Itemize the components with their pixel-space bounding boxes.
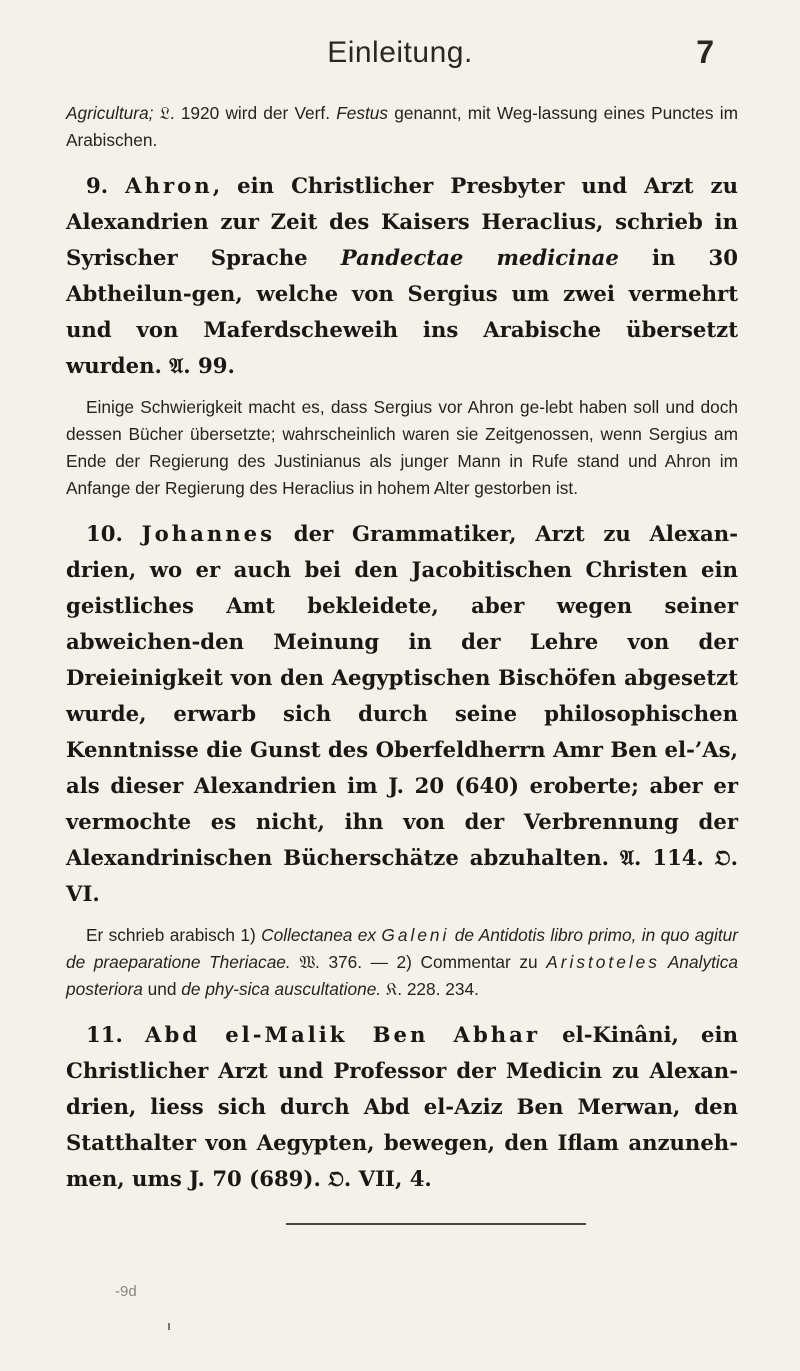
work-title: de phy-sica auscultatione.	[181, 979, 382, 999]
work-title: de Antidotis libro primo, in quo agitur de praeparatione Theriacae.	[66, 925, 739, 972]
entry-9	[66, 168, 738, 384]
entry-number: 9.	[86, 173, 109, 198]
entry-text: der Grammatiker, Arzt zu Alexan-drien, wo er auch bei den Jacobitischen Christen ein geistliches Amt bekleidete, aber wegen seiner abweichen-den Meinung in der Lehre von der Dreieinigkeit von den Aegyptischen Bischöfen abgesetzt wurde, erwarb sich durch seine philosophischen Kenntnisse die Gunst des Oberfeldherrn Amr Ben el-’As, als dieser Alexandrien im J. 20 (640) eroberte; aber er vermochte es nicht, ihn von der Verbrennung der Alexandrinischen Bücherschätze abzuhalten. 𝔄. 114. 𝔒. VI.	[66, 521, 738, 906]
note-10	[66, 922, 738, 1003]
entry-text: el-Kinâni, ein Christlicher Arzt und Professor der Medicin zu Alexan-drien, liess sich durch Abd el-Aziz Ben Merwan, den Statthalter von Aegypten, bewegen, den Iflam anzuneh-men, ums J. 70 (689). 𝔒. VII, 4.	[66, 1022, 738, 1191]
entry-name: Ahron	[125, 173, 213, 198]
page-number: 7	[696, 34, 714, 70]
entry-11	[66, 1017, 738, 1197]
continued-note	[66, 100, 738, 154]
author-name: Aristoteles	[546, 952, 660, 972]
entry-text: in 30 Abtheilun-gen, welche von Sergius um zwei vermehrt und von Maferdscheweih ins Arabische übersetzt wurden. 𝔄. 99.	[66, 245, 738, 378]
ink-speck	[168, 1323, 170, 1330]
note-text: genannt, mit Weg-lassung eines Punctes im Arabischen.	[66, 103, 738, 150]
entry-work-title: Pandectae medicinae	[340, 245, 619, 270]
section-rule	[286, 1223, 586, 1225]
work-title: Collectanea ex	[261, 925, 382, 945]
page-content	[66, 100, 738, 1197]
entry-name: Abd el-Malik Ben Abhar	[145, 1022, 541, 1047]
note-text: 𝔎. 228. 234.	[381, 979, 479, 999]
entry-number: 10.	[86, 521, 123, 546]
running-title: Einleitung.	[327, 36, 473, 69]
entry-text: , ein Christlicher Presbyter und Arzt zu Alexandrien zur Zeit des Kaisers Heraclius, schrieb in Syrischer Sprache	[66, 173, 738, 270]
note-text: 𝔏. 1920 wird der Verf.	[153, 103, 337, 123]
author-name: Galeni	[381, 925, 450, 945]
running-head	[0, 30, 800, 80]
note-9: Einige Schwierigkeit macht es, dass Sergius vor Ahron ge-lebt haben soll und doch dessen Bücher übersetzte; wahrscheinlich waren sie Zeitgenossen, wenn Sergius am Ende der Regierung des Justinianus als junger Mann in Rufe stand und Ahron im Anfange der Regierung des Heraclius in hohem Alter gestorben ist.	[66, 397, 738, 498]
work-title: Analytica posteriora	[66, 952, 738, 999]
entry-name: Johannes	[141, 521, 276, 546]
note-text: Er schrieb arabisch 1)	[86, 925, 262, 945]
note-text: 𝔚. 376. — 2) Commentar zu	[290, 952, 547, 972]
note-author-name: Festus	[336, 103, 389, 123]
note-italic-term: Agricultura;	[66, 103, 154, 123]
entry-10	[66, 516, 738, 912]
marginal-scribble: -9d	[115, 1283, 137, 1300]
note-text: und	[142, 979, 182, 999]
entry-number: 11.	[86, 1022, 123, 1047]
